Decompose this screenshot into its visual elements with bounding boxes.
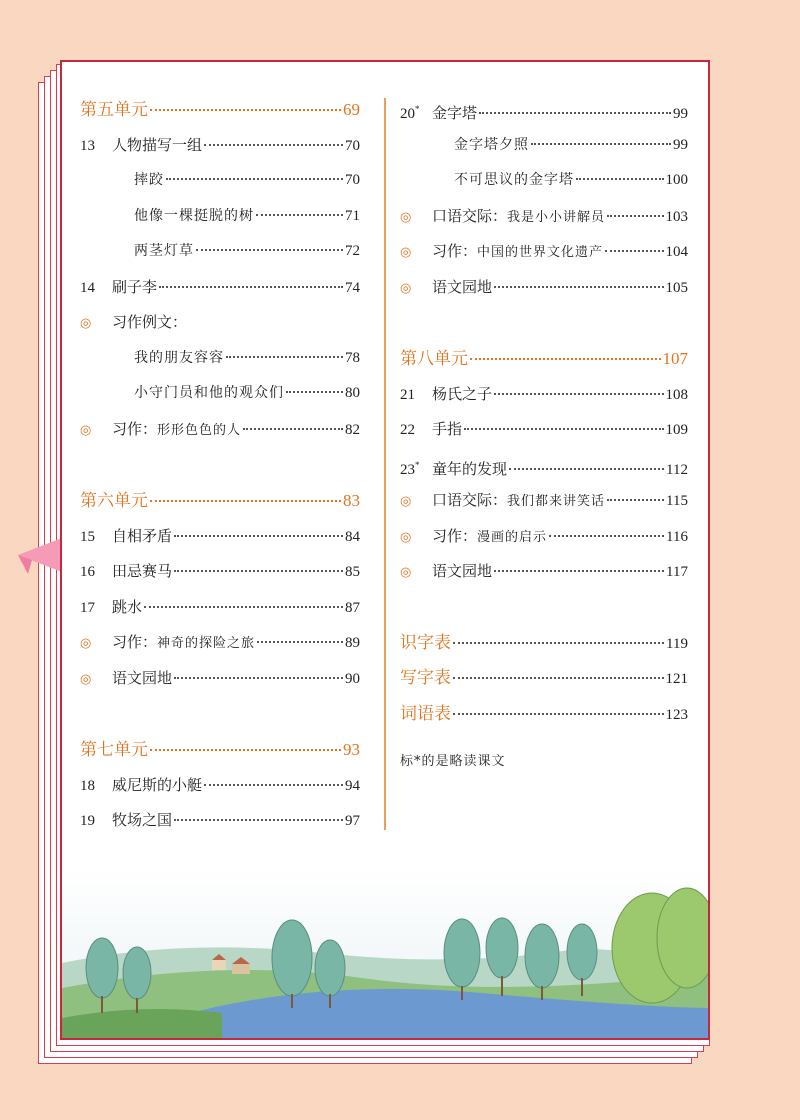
toc-entry[interactable] — [400, 92, 688, 128]
lesson-number — [80, 804, 112, 840]
section-gap — [80, 447, 360, 483]
entry-title: 习作：漫画的启示 — [432, 526, 548, 545]
lesson-number — [80, 520, 112, 556]
page-number: 94 — [345, 777, 360, 794]
landscape-illustration — [62, 868, 710, 1038]
bullet-icon — [80, 625, 112, 661]
page-number: 83 — [343, 491, 360, 510]
lesson-number-text: ◎ — [80, 635, 92, 650]
lesson-number-text: 22 — [400, 422, 415, 438]
page-number: 104 — [665, 244, 688, 260]
lesson-number-text: 14 — [80, 279, 95, 296]
lesson-number-text: 23 — [400, 461, 415, 478]
dot-leader — [226, 356, 343, 358]
toc-entry[interactable] — [80, 234, 360, 270]
dot-leader — [470, 358, 661, 360]
entry-subtitle: 中国的世界文化遗产 — [477, 245, 604, 260]
page-number: 71 — [345, 207, 360, 224]
toc-entry[interactable] — [80, 199, 360, 235]
entry-subtitle: 形形色色的人 — [157, 422, 242, 438]
entry-title: 威尼斯的小艇 — [112, 775, 203, 794]
section-gap — [80, 696, 360, 732]
toc-entry[interactable] — [400, 270, 688, 306]
dot-leader — [286, 391, 343, 393]
entry-title: 第六单元 — [80, 491, 148, 511]
toc-entry[interactable] — [80, 270, 360, 306]
entry-title: 口语交际：我是小小讲解员 — [432, 206, 606, 225]
dot-leader — [159, 286, 343, 288]
dot-leader — [174, 535, 343, 537]
entry-title: 识字表 — [400, 632, 451, 653]
lesson-number-text: ◎ — [400, 528, 412, 544]
page-number: 100 — [665, 172, 688, 188]
dot-leader — [204, 784, 343, 786]
entry-title: 习作：形形色色的人 — [112, 419, 242, 438]
dot-leader — [144, 606, 343, 608]
page-number: 109 — [665, 422, 688, 438]
lesson-number-text: ◎ — [400, 493, 412, 508]
footnote: 标*的是略读课文 — [400, 754, 506, 769]
entry-title: 杨氏之子 — [432, 384, 493, 403]
dot-leader — [453, 677, 664, 679]
page-number: 89 — [345, 635, 360, 651]
entry-title: 手指 — [432, 420, 463, 438]
bullet-icon — [400, 199, 432, 235]
toc-entry[interactable] — [80, 376, 360, 412]
entry-title: 自相矛盾 — [112, 526, 173, 545]
page-number: 87 — [345, 599, 360, 616]
page-number: 112 — [666, 461, 688, 478]
page-number: 115 — [666, 493, 688, 509]
page-number: 84 — [345, 528, 360, 545]
section-gap — [400, 305, 688, 341]
toc-entry[interactable] — [80, 661, 360, 697]
dot-leader — [576, 178, 664, 180]
lesson-number — [400, 448, 432, 489]
lesson-number-text: 20 — [400, 106, 415, 122]
toc-unit-heading[interactable] — [80, 732, 360, 768]
dot-leader — [453, 713, 664, 715]
entry-title: 写字表 — [400, 668, 451, 688]
page-number: 105 — [665, 279, 688, 296]
page-number: 107 — [662, 349, 688, 368]
toc-entry[interactable] — [80, 341, 360, 377]
page-number: 121 — [665, 671, 688, 687]
toc-entry[interactable] — [400, 199, 688, 235]
dot-leader — [204, 144, 343, 146]
bullet-icon — [400, 234, 432, 270]
toc-entry[interactable] — [80, 803, 360, 839]
toc-entry[interactable] — [400, 483, 688, 519]
toc-entry[interactable] — [80, 412, 360, 448]
lesson-number-text: 17 — [80, 599, 95, 616]
lesson-number — [80, 555, 112, 591]
entry-title: 童年的发现 — [432, 459, 508, 478]
entry-title: 第五单元 — [80, 100, 148, 120]
page-number: 123 — [665, 706, 688, 723]
dot-leader — [257, 641, 343, 643]
page-number: 70 — [345, 137, 360, 154]
toc-page — [60, 60, 710, 1040]
entry-subtitle: 我们都来讲笑话 — [507, 494, 606, 509]
entry-title: 词语表 — [400, 703, 451, 724]
toc-entry[interactable] — [80, 305, 360, 341]
page-number: 69 — [343, 100, 360, 119]
dot-leader — [509, 468, 664, 470]
page-number: 90 — [345, 670, 360, 687]
dot-leader — [464, 428, 663, 430]
page-number: 119 — [666, 635, 688, 652]
toc-appendix-entry[interactable] — [400, 626, 688, 662]
dot-leader — [607, 499, 664, 501]
toc-entry[interactable] — [400, 163, 688, 199]
entry-title: 第八单元 — [400, 349, 468, 369]
dot-leader — [494, 393, 663, 395]
lesson-number — [400, 92, 432, 133]
lesson-number-text: ◎ — [400, 208, 412, 224]
toc-entry[interactable] — [400, 554, 688, 590]
entry-title: 跳水 — [112, 597, 143, 616]
toc-appendix-entry[interactable] — [400, 661, 688, 697]
page-number: 82 — [345, 421, 360, 438]
dot-leader — [150, 109, 341, 111]
dot-leader — [150, 500, 341, 502]
page-number: 93 — [343, 740, 360, 759]
page-number: 70 — [345, 172, 360, 188]
entry-title: 语文园地 — [112, 668, 173, 687]
lesson-number-text: ◎ — [400, 564, 412, 579]
dot-leader — [196, 249, 343, 251]
entry-title: 刷子李 — [112, 277, 158, 296]
entry-title: 金字塔 — [432, 104, 478, 122]
bullet-icon — [400, 554, 432, 590]
lesson-number — [80, 129, 112, 165]
lesson-number — [400, 413, 432, 449]
dot-leader — [531, 143, 671, 145]
toc-right-column — [400, 92, 688, 769]
lesson-number — [80, 271, 112, 307]
toc-entry[interactable] — [80, 768, 360, 804]
entry-title: 习作：神奇的探险之旅 — [112, 633, 256, 651]
page-number: 80 — [345, 385, 360, 401]
dot-leader — [174, 819, 343, 821]
page-number: 99 — [673, 106, 688, 122]
lesson-number-text: 16 — [80, 564, 95, 580]
toc-unit-heading[interactable] — [400, 341, 688, 377]
toc-entry[interactable] — [80, 128, 360, 164]
page-number: 78 — [345, 349, 360, 366]
entry-title: 不可思议的金字塔 — [454, 172, 574, 188]
toc-entry[interactable] — [80, 590, 360, 626]
lesson-number — [80, 769, 112, 805]
entry-title: 习作：中国的世界文化遗产 — [432, 242, 604, 260]
dot-leader — [494, 286, 663, 288]
lesson-number-text: ◎ — [80, 315, 92, 330]
bookmark-ribbon-icon — [14, 530, 64, 580]
toc-appendix-entry[interactable] — [400, 697, 688, 733]
dot-leader — [174, 570, 343, 572]
toc-entry[interactable] — [80, 625, 360, 661]
entry-title: 语文园地 — [432, 277, 493, 296]
entry-title: 他像一棵挺脱的树 — [134, 207, 254, 224]
entry-subtitle: 我是小小讲解员 — [507, 209, 606, 225]
bullet-icon — [400, 483, 432, 519]
bullet-icon — [400, 519, 432, 555]
lesson-number-text: ◎ — [80, 670, 92, 686]
lesson-number-text: 21 — [400, 386, 415, 403]
bullet-icon — [80, 412, 112, 448]
entry-subtitle: 神奇的探险之旅 — [157, 636, 256, 651]
dot-leader — [549, 535, 664, 537]
lesson-number-text: ◎ — [400, 279, 412, 295]
toc-entry[interactable] — [80, 163, 360, 199]
dot-leader — [166, 178, 343, 180]
lesson-number-text: 18 — [80, 777, 95, 794]
page-number: 108 — [665, 386, 688, 403]
entry-title: 口语交际：我们都来讲笑话 — [432, 491, 606, 509]
dot-leader — [479, 112, 671, 114]
toc-entry[interactable] — [80, 519, 360, 555]
bullet-icon — [80, 661, 112, 697]
page-number: 72 — [345, 243, 360, 259]
entry-title: 习作例文： — [112, 313, 188, 331]
column-divider — [384, 98, 386, 830]
page-number: 74 — [345, 279, 360, 296]
bullet-icon — [80, 305, 112, 341]
toc-entry[interactable] — [400, 519, 688, 555]
toc-entry[interactable] — [400, 448, 688, 484]
page-number: 85 — [345, 564, 360, 580]
skim-reading-mark: * — [415, 459, 420, 470]
entry-title: 牧场之国 — [112, 811, 173, 829]
page-number: 103 — [665, 208, 688, 225]
toc-unit-heading[interactable] — [80, 92, 360, 128]
page-number: 116 — [666, 528, 688, 545]
bullet-icon — [400, 270, 432, 306]
toc-entry[interactable] — [400, 377, 688, 413]
entry-title: 摔跤 — [134, 172, 164, 188]
section-gap — [400, 590, 688, 626]
entry-title: 金字塔夕照 — [454, 136, 529, 153]
toc-entry[interactable] — [400, 234, 688, 270]
dot-leader — [607, 215, 663, 217]
lesson-number — [80, 591, 112, 627]
dot-leader — [256, 214, 343, 216]
page-number: 117 — [666, 564, 688, 580]
dot-leader — [150, 749, 341, 751]
entry-title: 小守门员和他的观众们 — [134, 385, 284, 401]
toc-entry[interactable] — [400, 412, 688, 448]
entry-title: 两茎灯草 — [134, 243, 194, 259]
lesson-number-text: 13 — [80, 137, 95, 154]
skim-reading-mark: * — [415, 104, 420, 114]
entry-subtitle: 漫画的启示 — [477, 529, 548, 545]
toc-left-column — [80, 92, 360, 839]
entry-title: 第七单元 — [80, 740, 148, 760]
entry-title: 语文园地 — [432, 562, 493, 580]
entry-title: 我的朋友容容 — [134, 349, 224, 366]
lesson-number — [400, 378, 432, 414]
lesson-number-text: ◎ — [80, 421, 92, 437]
page-number: 99 — [673, 136, 688, 153]
dot-leader — [453, 642, 664, 644]
toc-entry[interactable] — [400, 128, 688, 164]
dot-leader — [243, 428, 343, 430]
entry-title: 人物描写一组 — [112, 135, 203, 154]
lesson-number-text: 15 — [80, 528, 95, 545]
toc-unit-heading[interactable] — [80, 483, 360, 519]
lesson-number-text: ◎ — [400, 244, 412, 259]
toc-entry[interactable] — [80, 554, 360, 590]
dot-leader — [494, 570, 664, 572]
dot-leader — [174, 677, 343, 679]
page-number: 97 — [345, 813, 360, 829]
lesson-number-text: 19 — [80, 813, 95, 829]
dot-leader — [605, 250, 663, 252]
entry-title: 田忌赛马 — [112, 562, 173, 580]
